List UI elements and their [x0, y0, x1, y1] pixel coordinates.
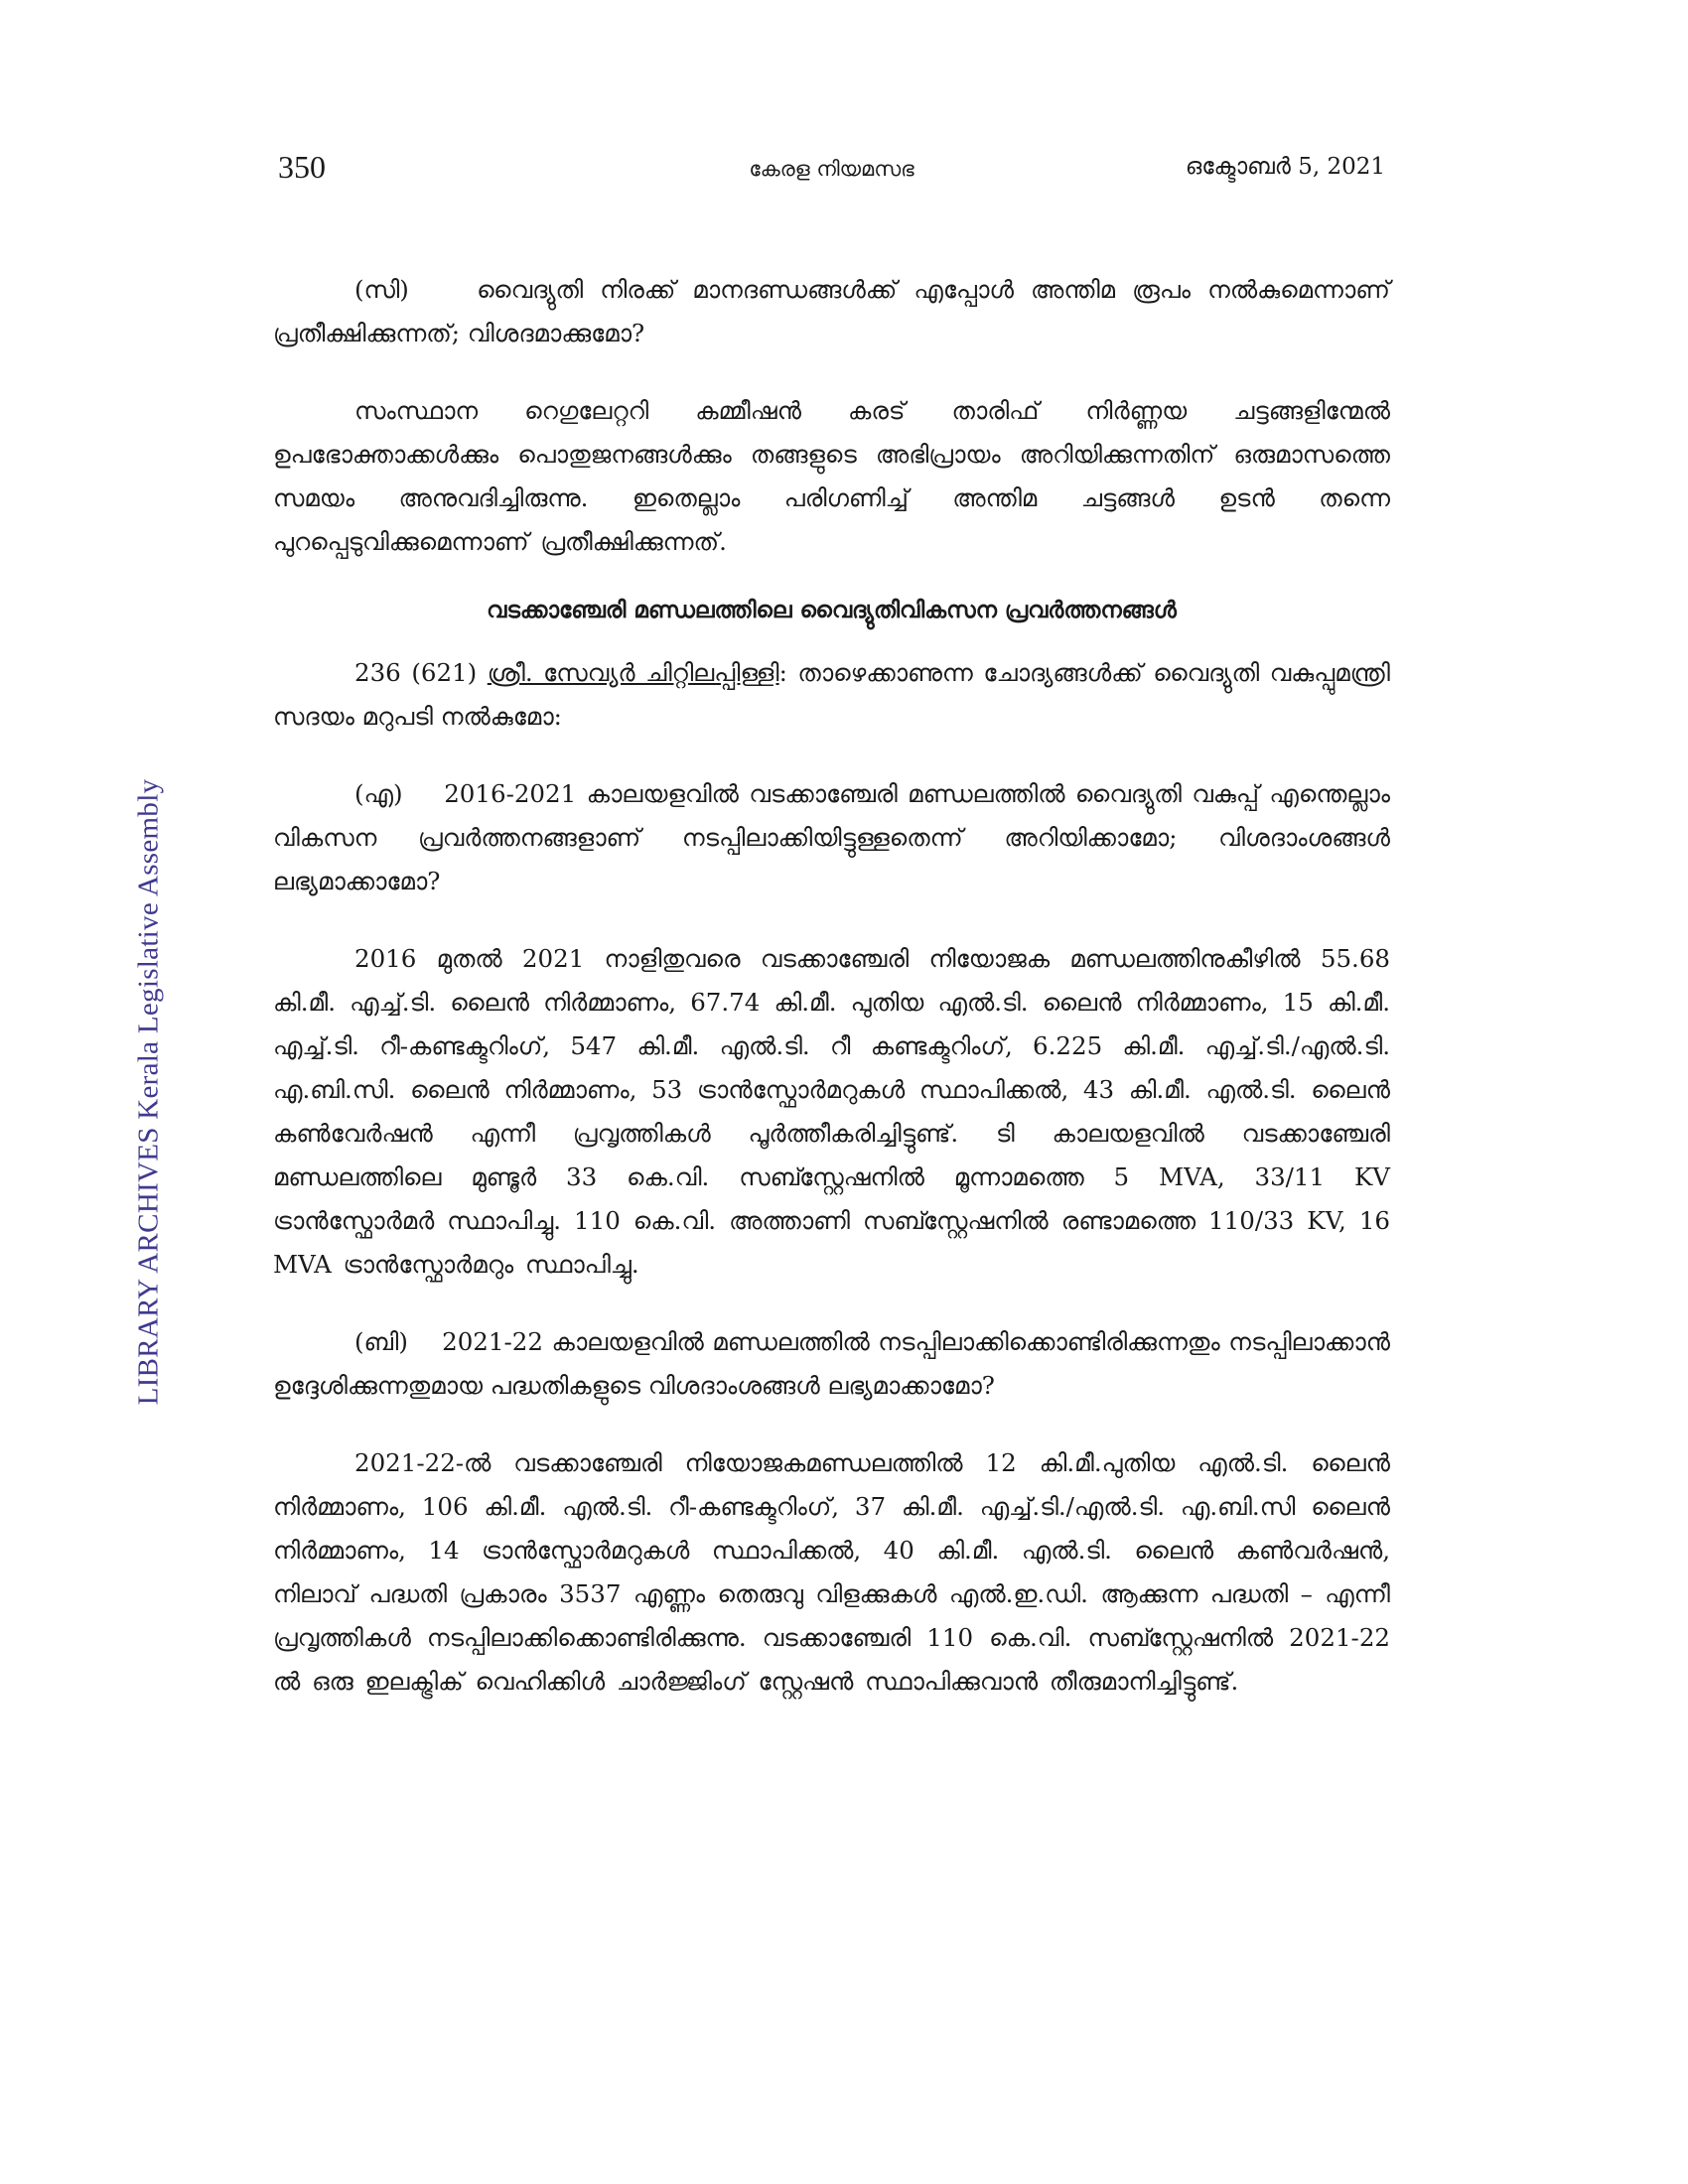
header-title: കേരള നിയമസഭ	[749, 157, 914, 181]
question-b-label: (ബി)	[354, 1327, 408, 1356]
question-a-text: 2016-2021 കാലയളവിൽ വടക്കാഞ്ചേരി മണ്ഡലത്തിൽ വൈദ്യുതി വകുപ്പ് എന്തെല്ലാം വികസന പ്രവർത്തനങ്ങളാണ് നടപ്പിലാക്കിയിട്ടുള്ളതെന്ന് അറിയിക്കാമോ; വിശദാംശങ്ങൾ ലഭ്യമാക്കാമോ?	[273, 779, 1390, 895]
question-c	[273, 268, 1390, 355]
document-page	[273, 149, 1390, 1737]
answer-c: സംസ്ഥാന റെഗുലേറ്ററി കമ്മീഷൻ കരട് താരിഫ് നിർണ്ണയ ചട്ടങ്ങളിന്മേൽ ഉപഭോക്താക്കൾക്കും പൊതുജനങ്ങൾക്കും തങ്ങളുടെ അഭിപ്രായം അറിയിക്കുന്നതിന് ഒരുമാസത്തെ സമയം അനുവദിച്ചിരുന്നു. ഇതെല്ലാം പരിഗണിച്ച് അന്തിമ ചട്ടങ്ങൾ ഉടൻ തന്നെ പുറപ്പെടുവിക്കുമെന്നാണ് പ്രതീക്ഷിക്കുന്നത്.	[273, 396, 1390, 556]
question-a	[273, 772, 1390, 903]
question-intro-text: : താഴെക്കാണുന്ന ചോദ്യങ്ങൾക്ക് വൈദ്യുതി വകുപ്പുമന്ത്രി സദയം മറുപടി നൽകുമോ:	[273, 658, 1390, 731]
question-c-label: (സി)	[354, 275, 409, 304]
watermark-text: LIBRARY ARCHIVES Kerala Legislative Assembly	[132, 778, 165, 1406]
question-b	[273, 1320, 1390, 1408]
header-date: ഒക്ടോബർ 5, 2021	[1185, 154, 1385, 180]
page-number: 350	[278, 149, 326, 185]
library-archives-watermark	[132, 778, 169, 1406]
question-number: 236 (621)	[354, 658, 478, 687]
section-heading: വടക്കാഞ്ചേരി മണ്ഡലത്തിലെ വൈദ്യുതിവികസന പ്രവർത്തനങ്ങൾ	[487, 598, 1177, 623]
question-intro	[273, 651, 1390, 739]
answer-a: 2016 മുതൽ 2021 നാളിതുവരെ വടക്കാഞ്ചേരി നിയോജക മണ്ഡലത്തിനുകീഴിൽ 55.68 കി.മീ. എച്ച്.ടി. ലൈൻ നിർമ്മാണം, 67.74 കി.മീ. പുതിയ എൽ.ടി. ലൈൻ നിർമ്മാണം, 15 കി.മീ. എച്ച്.ടി. റീ-കണ്ടക്ടറിംഗ്, 547 കി.മീ. എൽ.ടി. റീ കണ്ടക്ടറിംഗ്, 6.225 കി.മീ. എച്ച്.ടി./എൽ.ടി. എ.ബി.സി. ലൈൻ നിർമ്മാണം, 53 ട്രാൻസ്ഫോർമറുകൾ സ്ഥാപിക്കൽ, 43 കി.മീ. എൽ.ടി. ലൈൻ കൺവേർഷൻ എന്നീ പ്രവൃത്തികൾ പൂർത്തീകരിച്ചിട്ടുണ്ട്. ടി കാലയളവിൽ വടക്കാഞ്ചേരി മണ്ഡലത്തിലെ മുണ്ടൂർ 33 കെ.വി. സബ്സ്റ്റേഷനിൽ മൂന്നാമത്തെ 5 MVA, 33/11 KV ട്രാൻസ്ഫോർമർ സ്ഥാപിച്ചു. 110 കെ.വി. അത്താണി സബ്സ്റ്റേഷനിൽ രണ്ടാമത്തെ 110/33 KV, 16 MVA ട്രാൻസ്ഫോർമറും സ്ഥാപിച്ചു.	[273, 944, 1390, 1279]
answer-b: 2021-22-ൽ വടക്കാഞ്ചേരി നിയോജകമണ്ഡലത്തിൽ 12 കി.മീ.പുതിയ എൽ.ടി. ലൈൻ നിർമ്മാണം, 106 കി.മീ. എൽ.ടി. റീ-കണ്ടക്ടറിംഗ്, 37 കി.മീ. എച്ച്.ടി./എൽ.ടി. എ.ബി.സി ലൈൻ നിർമ്മാണം, 14 ട്രാൻസ്ഫോർമറുകൾ സ്ഥാപിക്കൽ, 40 കി.മീ. എൽ.ടി. ലൈൻ കൺവർഷൻ, നിലാവ് പദ്ധതി പ്രകാരം 3537 എണ്ണം തെരുവു വിളക്കുകൾ എൽ.ഇ.ഡി. ആക്കുന്ന പദ്ധതി – എന്നീ പ്രവൃത്തികൾ നടപ്പിലാക്കിക്കൊണ്ടിരിക്കുന്നു. വടക്കാഞ്ചേരി 110 കെ.വി. സബ്സ്റ്റേഷനിൽ 2021-22 ൽ ഒരു ഇലക്ട്രിക് വെഹിക്കിൾ ചാർജ്ജിംഗ് സ്റ്റേഷൻ സ്ഥാപിക്കുവാൻ തീരുമാനിച്ചിട്ടുണ്ട്.	[273, 1448, 1390, 1696]
question-a-label: (എ)	[354, 779, 403, 808]
page-header	[273, 149, 1390, 208]
member-name: ശ്രീ. സേവ്യർ ചിറ്റിലപ്പിള്ളി	[487, 658, 779, 687]
question-c-text: വൈദ്യുതി നിരക്ക് മാനദണ്ഡങ്ങൾക്ക് എപ്പോൾ അന്തിമ രൂപം നൽകുമെന്നാണ് പ്രതീക്ഷിക്കുന്നത്; വിശദമാക്കുമോ?	[273, 275, 1390, 347]
question-b-text: 2021-22 കാലയളവിൽ മണ്ഡലത്തിൽ നടപ്പിലാക്കിക്കൊണ്ടിരിക്കുന്നതും നടപ്പിലാക്കാൻ ഉദ്ദേശിക്കുന്നതുമായ പദ്ധതികളുടെ വിശദാംശങ്ങൾ ലഭ്യമാക്കാമോ?	[273, 1327, 1390, 1400]
document-body	[273, 268, 1390, 1704]
